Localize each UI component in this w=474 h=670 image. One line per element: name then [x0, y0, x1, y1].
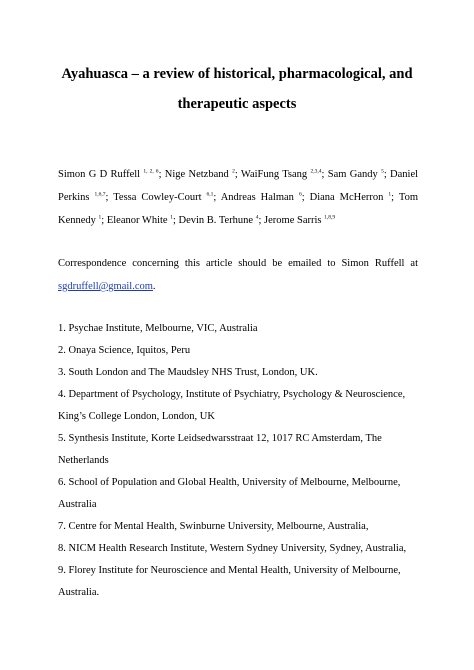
- author-name: Daniel Perkins: [58, 169, 419, 203]
- affiliation-item: 2. Onaya Science, Iquitos, Peru: [58, 345, 191, 356]
- affiliation-item: 1. Psychae Institute, Melbourne, VIC, Australia: [58, 323, 258, 334]
- author-separator: ;: [234, 169, 241, 180]
- affiliation-item: 5. Synthesis Institute, Korte Leidsedwarsstraat 12, 1017 RC Amsterdam, The Netherlands: [58, 433, 382, 466]
- correspondence-text: Correspondence concerning this article should be emailed to Simon Ruffell at: [58, 258, 418, 269]
- author-separator: ;: [321, 169, 328, 180]
- author-affiliation-marker: 6: [298, 191, 302, 198]
- author-name: Devin B. Terhune: [178, 215, 254, 226]
- affiliation-item: 9. Florey Institute for Neuroscience and Mental Health, University of Melbourne, Australia.: [58, 565, 401, 598]
- author-affiliation-marker: 2: [232, 168, 235, 175]
- author-separator: ;: [213, 192, 221, 203]
- author-separator: ;: [158, 169, 165, 180]
- author-affiliation-marker: 2,3,4: [310, 168, 322, 175]
- author-name: Eleanor White: [106, 215, 168, 226]
- affiliation-item: 4. Department of Psychology, Institute of Psychiatry, Psychology & Neuroscience, King’s College London, London, UK: [58, 389, 406, 422]
- author-affiliation-marker: 1,8,9: [324, 214, 336, 221]
- author-name: Andreas Halman: [220, 192, 294, 203]
- author-affiliation-marker: 4: [255, 214, 259, 221]
- author-affiliation-marker: 1,6,7: [94, 191, 106, 198]
- author-name: Sam Gandy: [327, 169, 378, 180]
- correspondence-email-link[interactable]: sgdruffell@gmail.com: [58, 281, 153, 292]
- author-separator: ;: [391, 192, 399, 203]
- paper-title-line-2: therapeutic aspects: [177, 96, 297, 112]
- affiliation-item: 8. NICM Health Research Institute, Western Sydney University, Sydney, Australia,: [58, 543, 407, 554]
- author-separator: ;: [301, 192, 310, 203]
- paper-title-line-1: Ayahuasca – a review of historical, pharmacological, and: [61, 66, 413, 82]
- author-affiliation-marker: 1: [98, 214, 102, 221]
- affiliation-item: 7. Centre for Mental Health, Swinburne University, Melbourne, Australia,: [58, 521, 369, 532]
- author-affiliation-marker: 1: [170, 214, 173, 221]
- correspondence-end: .: [152, 281, 156, 292]
- author-name: Tessa Cowley-Court: [113, 192, 202, 203]
- author-name: Jerome Sarris: [264, 215, 322, 226]
- author-separator: ;: [258, 215, 265, 226]
- author-separator: ;: [101, 215, 107, 226]
- author-affiliation-marker: 1: [388, 191, 392, 198]
- author-separator: ;: [105, 192, 114, 203]
- author-affiliation-marker: 1, 2, 6: [143, 168, 159, 175]
- author-list: [58, 163, 418, 232]
- correspondence-note: [58, 252, 418, 298]
- author-name: Diana McHerron: [309, 192, 384, 203]
- author-separator: ;: [172, 215, 179, 226]
- affiliation-list: [58, 318, 428, 604]
- author-affiliation-marker: 5: [381, 168, 384, 175]
- author-name: Nige Netzband: [164, 169, 229, 180]
- affiliation-item: 6. School of Population and Global Health, University of Melbourne, Melbourne, Australia: [58, 477, 401, 510]
- author-name: Simon G D Ruffell: [58, 169, 141, 180]
- author-separator: ;: [383, 169, 391, 180]
- author-name: Tom Kennedy: [58, 192, 419, 226]
- author-affiliation-marker: 6,1: [206, 191, 214, 198]
- affiliation-item: 3. South London and The Maudsley NHS Trust, London, UK.: [58, 367, 318, 378]
- author-name: WaiFung Tsang: [240, 169, 308, 180]
